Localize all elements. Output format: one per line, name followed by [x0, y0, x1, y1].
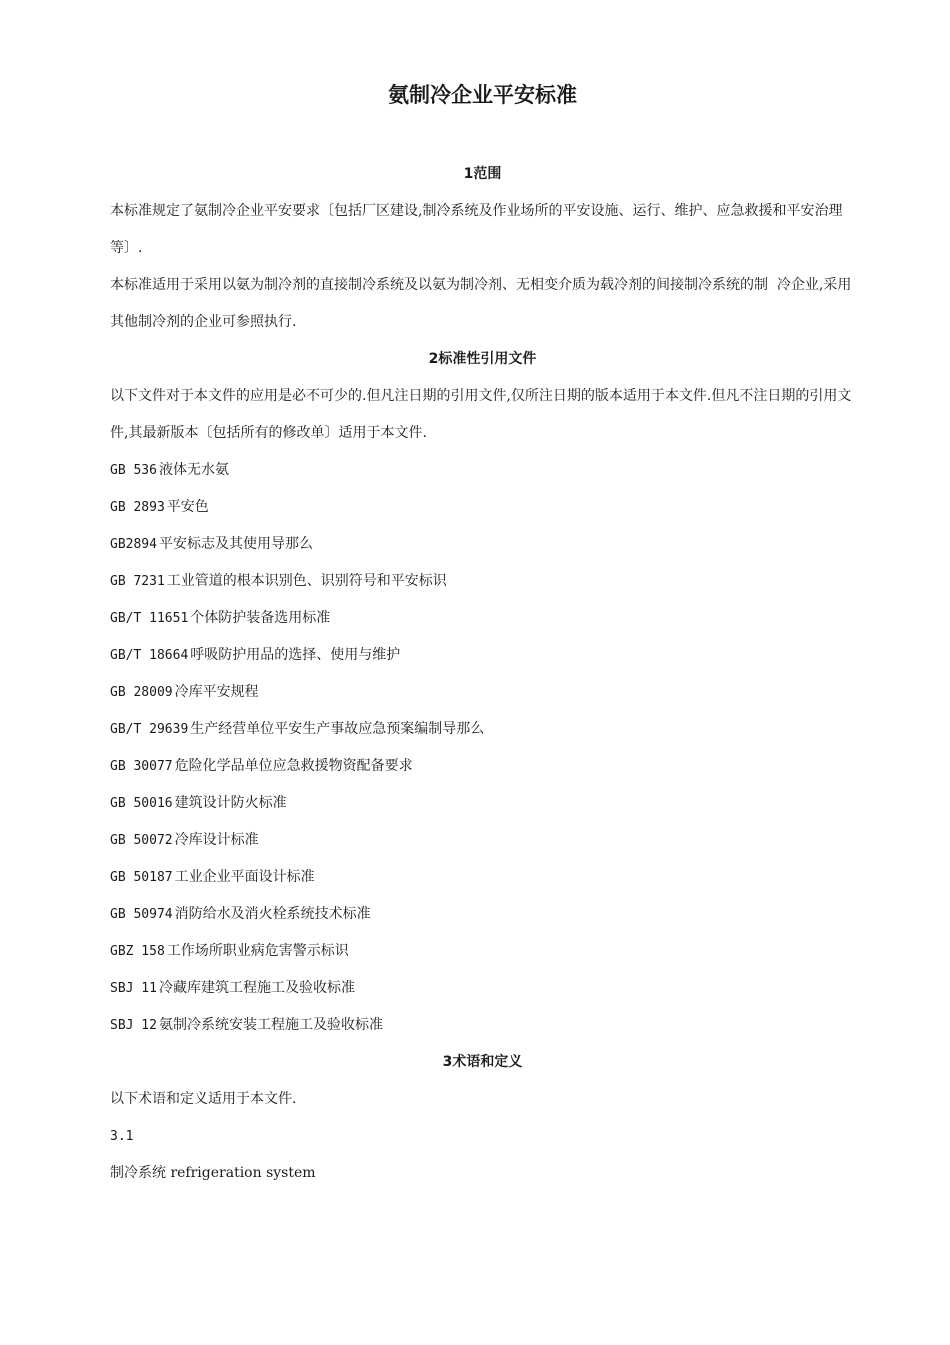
reference-code: GB/T 18664	[110, 648, 189, 663]
reference-item	[110, 1007, 855, 1044]
clause-number: 3.1	[110, 1129, 134, 1144]
reference-item	[110, 970, 855, 1007]
reference-item	[110, 563, 855, 600]
reference-title: 氨制冷系统安装工程施工及验收标准	[158, 1017, 383, 1033]
reference-code: GB 536	[110, 463, 157, 478]
reference-item	[110, 711, 855, 748]
section-1-heading: 1范围	[463, 166, 502, 182]
document-page	[110, 78, 855, 1192]
reference-code: GB 50016	[110, 796, 173, 811]
reference-item	[110, 600, 855, 637]
reference-code: GB 7231	[110, 574, 165, 589]
references-intro: 以下文件对于本文件的应用是必不可少的.但凡注日期的引用文件,仅所注日期的版本适用于本文件.但凡不注日期的引用文件,其最新版本〔包括所有的修改单〕适用于本文件.	[110, 388, 852, 441]
reference-code: GBZ 158	[110, 944, 165, 959]
reference-item	[110, 748, 855, 785]
reference-code: GB/T 11651	[110, 611, 189, 626]
reference-code: GB 30077	[110, 759, 173, 774]
reference-item	[110, 933, 855, 970]
reference-code: SBJ 12	[110, 1018, 157, 1033]
reference-code: GB 50187	[110, 870, 173, 885]
reference-item	[110, 822, 855, 859]
reference-code: GB/T 29639	[110, 722, 189, 737]
reference-item	[110, 859, 855, 896]
reference-item	[110, 785, 855, 822]
scope-paragraph-1: 本标准规定了氨制冷企业平安要求〔包括厂区建设,制冷系统及作业场所的平安设施、运行、维护、应急救援和平安治理等〕.	[110, 203, 843, 256]
reference-title: 个体防护装备选用标准	[190, 610, 331, 626]
reference-code: GB 2893	[110, 500, 165, 515]
reference-title: 平安色	[166, 499, 209, 515]
reference-title: 生产经营单位平安生产事故应急预案编制导那么	[190, 721, 485, 737]
reference-title: 冷藏库建筑工程施工及验收标准	[158, 980, 355, 996]
reference-title: 呼吸防护用品的选择、使用与维护	[190, 647, 401, 663]
reference-title: 建筑设计防火标准	[174, 795, 287, 811]
reference-title: 平安标志及其使用导那么	[158, 536, 313, 552]
reference-item	[110, 526, 855, 563]
term-entry: 制冷系统 refrigeration system	[110, 1165, 316, 1181]
reference-item	[110, 637, 855, 674]
reference-title: 工作场所职业病危害警示标识	[166, 943, 349, 959]
section-3-heading: 3术语和定义	[442, 1054, 523, 1070]
reference-title: 冷库平安规程	[174, 684, 259, 700]
reference-item	[110, 452, 855, 489]
scope-paragraph-2: 本标准适用于采用以氨为制冷剂的直接制冷系统及以氨为制冷剂、无相变介质为载冷剂的间接制冷系统的制 冷企业,采用其他制冷剂的企业可参照执行.	[110, 277, 852, 330]
reference-item	[110, 489, 855, 526]
reference-code: GB 28009	[110, 685, 173, 700]
reference-code: GB2894	[110, 537, 157, 552]
reference-code: GB 50072	[110, 833, 173, 848]
reference-title: 消防给水及消火栓系统技术标准	[174, 906, 371, 922]
reference-title: 冷库设计标准	[174, 832, 259, 848]
reference-code: SBJ 11	[110, 981, 157, 996]
reference-title: 危险化学品单位应急救援物资配备要求	[174, 758, 413, 774]
reference-code: GB 50974	[110, 907, 173, 922]
reference-item	[110, 896, 855, 933]
reference-title: 工业企业平面设计标准	[174, 869, 315, 885]
reference-title: 液体无水氨	[158, 462, 229, 478]
reference-item	[110, 674, 855, 711]
section-2-heading: 2标准性引用文件	[428, 351, 537, 367]
terms-intro: 以下术语和定义适用于本文件.	[110, 1091, 297, 1107]
document-title: 氨制冷企业平安标准	[388, 83, 577, 107]
reference-title: 工业管道的根本识别色、识别符号和平安标识	[166, 573, 447, 589]
reference-list	[110, 452, 855, 1044]
